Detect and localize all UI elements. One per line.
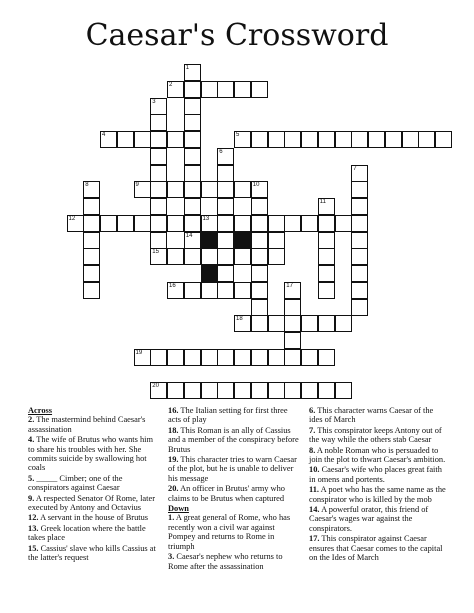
crossword-cell[interactable] — [184, 81, 201, 98]
crossword-cell[interactable] — [150, 181, 167, 198]
clue-text: This Roman is an ally of Cassius and a member of the conspiracy before Brutus — [168, 425, 299, 454]
crossword-cell[interactable] — [67, 215, 84, 232]
crossword-cell[interactable] — [385, 131, 402, 148]
crossword-cell[interactable] — [150, 198, 167, 215]
clue-number-label: 18 — [236, 316, 243, 323]
crossword-cell[interactable] — [351, 299, 368, 316]
crossword-cell[interactable] — [251, 232, 268, 249]
clue-number-label: 8 — [85, 182, 89, 189]
crossword-cell[interactable] — [351, 198, 368, 215]
crossword-cell[interactable] — [234, 248, 251, 265]
clue-number: 20. — [168, 484, 179, 494]
crossword-cell[interactable] — [268, 315, 285, 332]
clue-number: 11. — [309, 485, 320, 495]
crossword-cell[interactable] — [284, 299, 301, 316]
crossword-cell[interactable] — [318, 315, 335, 332]
clue-text: This conspirator against Caesar ensures that Caesar comes to the capital on the Ides of March — [309, 534, 443, 563]
clue-number-label: 20 — [152, 383, 159, 390]
clue-number: 2. — [28, 415, 35, 425]
crossword-cell[interactable] — [318, 232, 335, 249]
clue-text: Caesar's wife who places great faith in omens and portents. — [309, 465, 442, 484]
crossword-cell[interactable] — [268, 215, 285, 232]
clue-text: The mastermind behind Caesar's assassination — [28, 415, 146, 434]
clue-item — [309, 426, 446, 445]
crossword-cell[interactable] — [184, 148, 201, 165]
crossword-cell[interactable] — [335, 382, 352, 399]
clue-item — [168, 552, 301, 571]
crossword-cell[interactable] — [301, 349, 318, 366]
crossword-cell[interactable] — [251, 349, 268, 366]
crossword-cell[interactable] — [217, 349, 234, 366]
clue-number-label: 14 — [185, 232, 193, 239]
crossword-cell[interactable] — [167, 81, 184, 98]
crossword-cell[interactable] — [201, 248, 218, 265]
clue-number-label: 10 — [252, 182, 260, 189]
crossword-cell[interactable] — [301, 131, 318, 148]
clue-item — [168, 513, 301, 551]
clue-number-label: 11 — [319, 199, 326, 205]
across-heading: Across — [28, 406, 53, 415]
clue-number: 5. — [28, 473, 35, 483]
crossword-cell[interactable] — [184, 198, 201, 215]
crossword-cell[interactable] — [251, 81, 268, 98]
crossword-cell[interactable] — [301, 315, 318, 332]
clues-column-1 — [28, 406, 158, 564]
crossword-cell[interactable] — [167, 282, 184, 299]
clue-number: 18. — [168, 425, 179, 435]
crossword-cell[interactable] — [234, 181, 251, 198]
crossword-cell[interactable] — [284, 349, 301, 366]
clue-number: 19. — [168, 455, 179, 465]
crossword-cell[interactable] — [167, 349, 184, 366]
clue-number-label: 17 — [286, 282, 293, 289]
crossword-cell[interactable] — [234, 382, 251, 399]
clue-text: This character tries to warn Caesar of the plot, but he is unable to deliver his message — [168, 455, 297, 483]
clue-number: 9. — [28, 493, 35, 503]
crossword-cell[interactable] — [150, 98, 167, 115]
crossword-cell[interactable] — [217, 382, 234, 399]
crossword-cell[interactable] — [184, 64, 201, 81]
clue-item — [168, 455, 301, 483]
crossword-cell[interactable] — [268, 131, 285, 148]
crossword-cell[interactable] — [368, 131, 385, 148]
crossword-cell[interactable] — [150, 349, 167, 366]
puzzle-title: Caesar's Crossword — [85, 18, 389, 53]
crossword-cell[interactable] — [217, 198, 234, 215]
crossword-cell[interactable] — [284, 215, 301, 232]
clue-item — [28, 524, 158, 543]
crossword-cell[interactable] — [117, 215, 134, 232]
clue-number: 8. — [309, 445, 316, 455]
clue-item — [28, 474, 158, 493]
crossword-cell[interactable] — [335, 131, 352, 148]
crossword-cell[interactable] — [134, 131, 151, 148]
clue-item — [309, 465, 446, 484]
crossword-cell[interactable] — [418, 131, 435, 148]
down-heading: Down — [168, 504, 189, 514]
crossword-block — [201, 265, 218, 282]
clue-number-label: 6 — [219, 148, 223, 155]
clue-item — [168, 406, 301, 425]
clues-column-2 — [168, 406, 301, 572]
crossword-cell[interactable] — [251, 315, 268, 332]
crossword-cell[interactable] — [83, 265, 100, 282]
clue-text: Greek location where the battle takes place — [28, 523, 146, 543]
crossword-cell[interactable] — [251, 181, 268, 198]
crossword-cell[interactable] — [268, 248, 285, 265]
clue-item — [28, 544, 158, 563]
crossword-cell[interactable] — [83, 282, 100, 299]
crossword-cell[interactable] — [83, 181, 100, 198]
crossword-cell[interactable] — [251, 131, 268, 148]
clue-text: A great general of Rome, who has recently won a civil war against Pompey and returns to Rome in triumph — [168, 513, 291, 551]
crossword-cell[interactable] — [217, 215, 234, 232]
crossword-cell[interactable] — [234, 349, 251, 366]
clue-number: 7. — [309, 425, 316, 435]
crossword-cell[interactable] — [150, 382, 167, 399]
crossword-cell[interactable] — [201, 382, 218, 399]
clue-text: A noble Roman who is persuaded to join the plot to thwart Caesar's ambition. — [309, 445, 446, 465]
clue-number: 3. — [168, 552, 175, 562]
clue-text: Caesar's nephew who returns to Rome after the assassination — [168, 552, 283, 571]
crossword-cell[interactable] — [284, 382, 301, 399]
crossword-cell[interactable] — [335, 215, 352, 232]
crossword-cell[interactable] — [83, 248, 100, 265]
clue-item — [309, 406, 446, 425]
clue-text: The wife of Brutus who wants him to share his troubles with her. She commits suicide by swallowing hot coals — [28, 435, 153, 473]
clue-text: The Italian setting for first three acts of play — [168, 406, 288, 425]
crossword-cell[interactable] — [234, 282, 251, 299]
crossword-cell[interactable] — [83, 215, 100, 232]
crossword-cell[interactable] — [268, 382, 285, 399]
clue-text: This conspirator keeps Antony out of the way while the others stab Caesar — [309, 425, 442, 445]
crossword-block — [234, 232, 251, 249]
clue-number-label: 9 — [135, 182, 139, 189]
crossword-cell[interactable] — [351, 181, 368, 198]
clue-item — [309, 485, 446, 504]
crossword-cell[interactable] — [318, 215, 335, 232]
crossword-cell[interactable] — [150, 232, 167, 249]
crossword-cell[interactable] — [201, 349, 218, 366]
crossword-cell[interactable] — [184, 98, 201, 115]
crossword-cell[interactable] — [150, 165, 167, 182]
clue-number-label: 4 — [102, 132, 106, 138]
crossword-cell[interactable] — [284, 282, 301, 299]
clue-number-label: 1 — [185, 65, 190, 71]
crossword-cell[interactable] — [184, 248, 201, 265]
clue-number-label: 16 — [169, 282, 176, 289]
crossword-cell[interactable] — [184, 165, 201, 182]
crossword-cell[interactable] — [201, 181, 218, 198]
clue-number-label: 15 — [152, 249, 159, 256]
crossword-cell[interactable] — [217, 81, 234, 98]
crossword-cell[interactable] — [117, 131, 134, 148]
crossword-cell[interactable] — [351, 215, 368, 232]
crossword-cell[interactable] — [150, 131, 167, 148]
crossword-cell[interactable] — [184, 282, 201, 299]
crossword-cell[interactable] — [251, 248, 268, 265]
crossword-cell[interactable] — [217, 265, 234, 282]
crossword-cell[interactable] — [351, 265, 368, 282]
clue-item — [28, 513, 158, 522]
crossword-cell[interactable] — [301, 215, 318, 232]
clue-number-label: 5 — [236, 132, 240, 138]
crossword-cell[interactable] — [268, 232, 285, 249]
crossword-cell[interactable] — [251, 382, 268, 399]
crossword-cell[interactable] — [318, 349, 335, 366]
crossword-cell[interactable] — [100, 131, 117, 148]
crossword-cell[interactable] — [251, 299, 268, 316]
crossword-cell[interactable] — [318, 265, 335, 282]
crossword-cell[interactable] — [201, 282, 218, 299]
clue-item — [168, 484, 301, 503]
crossword-cell[interactable] — [100, 215, 117, 232]
clue-item — [309, 446, 446, 465]
crossword-cell[interactable] — [284, 315, 301, 332]
crossword-cell[interactable] — [251, 215, 268, 232]
crossword-cell[interactable] — [184, 114, 201, 131]
crossword-cell[interactable] — [335, 315, 352, 332]
crossword-cell[interactable] — [217, 165, 234, 182]
clue-number: 10. — [309, 465, 320, 475]
crossword-cell[interactable] — [150, 148, 167, 165]
clue-number-label: 12 — [68, 215, 76, 222]
crossword-cell[interactable] — [201, 215, 218, 232]
crossword-cell[interactable] — [284, 332, 301, 349]
clue-text: Cassius' slave who kills Cassius at the latter's request — [28, 543, 156, 563]
clue-number-label: 3 — [152, 98, 156, 105]
clue-item — [28, 494, 158, 513]
clue-number: 13. — [28, 523, 39, 533]
clue-text: _____ Cimber; one of the conspirators against Caesar — [28, 473, 123, 493]
crossword-cell[interactable] — [217, 181, 234, 198]
clue-number-label: 19 — [135, 349, 143, 356]
clue-item — [309, 505, 446, 533]
clue-number: 12. — [28, 513, 39, 523]
crossword-cell[interactable] — [435, 131, 452, 148]
clues-column-3 — [309, 406, 446, 564]
crossword-cell[interactable] — [184, 215, 201, 232]
crossword-cell[interactable] — [201, 81, 218, 98]
clue-text: A powerful orator, this friend of Caesar's wages war against the conspirators. — [309, 505, 429, 533]
crossword-cell[interactable] — [150, 215, 167, 232]
crossword-cell[interactable] — [318, 198, 335, 215]
clue-number-label: 7 — [353, 165, 357, 172]
clue-number-label: 13 — [202, 215, 210, 222]
crossword-cell[interactable] — [351, 232, 368, 249]
crossword-cell[interactable] — [184, 131, 201, 148]
clue-item — [168, 426, 301, 454]
crossword-cell[interactable] — [167, 181, 184, 198]
clue-number: 14. — [309, 505, 320, 515]
crossword-cell[interactable] — [402, 131, 419, 148]
crossword-cell[interactable] — [134, 181, 151, 198]
crossword-block — [201, 232, 218, 249]
crossword-cell[interactable] — [318, 248, 335, 265]
clue-number: 16. — [168, 406, 179, 415]
clue-item — [28, 435, 158, 473]
crossword-cell[interactable] — [150, 114, 167, 131]
crossword-cell[interactable] — [234, 215, 251, 232]
crossword-cell[interactable] — [318, 382, 335, 399]
crossword-cell[interactable] — [351, 131, 368, 148]
clue-text: A respected Senator Of Rome, later executed by Antony and Octavius — [28, 493, 155, 513]
crossword-cell[interactable] — [83, 232, 100, 249]
crossword-cell[interactable] — [351, 165, 368, 182]
crossword-cell[interactable] — [167, 131, 184, 148]
clue-number: 4. — [28, 435, 35, 445]
crossword-cell[interactable] — [184, 349, 201, 366]
crossword-cell[interactable] — [217, 148, 234, 165]
crossword-cell[interactable] — [134, 215, 151, 232]
crossword-cell[interactable] — [351, 248, 368, 265]
crossword-cell[interactable] — [217, 232, 234, 249]
crossword-cell[interactable] — [284, 131, 301, 148]
crossword-cell[interactable] — [150, 248, 167, 265]
crossword-cell[interactable] — [251, 282, 268, 299]
crossword-cell[interactable] — [217, 248, 234, 265]
clue-number: 6. — [309, 406, 316, 415]
crossword-cell[interactable] — [184, 181, 201, 198]
clue-item — [309, 534, 446, 562]
crossword-cell[interactable] — [234, 81, 251, 98]
clue-number: 1. — [168, 513, 175, 523]
crossword-cell[interactable] — [184, 232, 201, 249]
clue-number-label: 2 — [169, 81, 173, 88]
crossword-cell[interactable] — [351, 282, 368, 299]
clue-number: 15. — [28, 543, 39, 553]
crossword-cell[interactable] — [167, 248, 184, 265]
crossword-cell[interactable] — [318, 131, 335, 148]
crossword-cell[interactable] — [251, 198, 268, 215]
crossword-cell[interactable] — [83, 198, 100, 215]
crossword-cell[interactable] — [268, 349, 285, 366]
clue-text: An officer in Brutus' army who claims to be Brutus when captured — [168, 484, 285, 503]
crossword-cell[interactable] — [184, 382, 201, 399]
clue-number: 17. — [309, 534, 320, 544]
crossword-cell[interactable] — [217, 282, 234, 299]
crossword-cell[interactable] — [167, 215, 184, 232]
crossword-cell[interactable] — [167, 382, 184, 399]
crossword-cell[interactable] — [234, 315, 251, 332]
crossword-cell[interactable] — [318, 282, 335, 299]
clue-text: A servant in the house of Brutus — [38, 513, 149, 523]
clue-text: This character warns Caesar of the ides of March — [309, 406, 434, 425]
crossword-cell[interactable] — [234, 131, 251, 148]
crossword-cell[interactable] — [251, 265, 268, 282]
crossword-cell[interactable] — [301, 382, 318, 399]
clue-text: A poet who has the same name as the conspirator who is killed by the mob — [309, 485, 446, 504]
clue-item — [28, 415, 158, 434]
crossword-cell[interactable] — [134, 349, 151, 366]
